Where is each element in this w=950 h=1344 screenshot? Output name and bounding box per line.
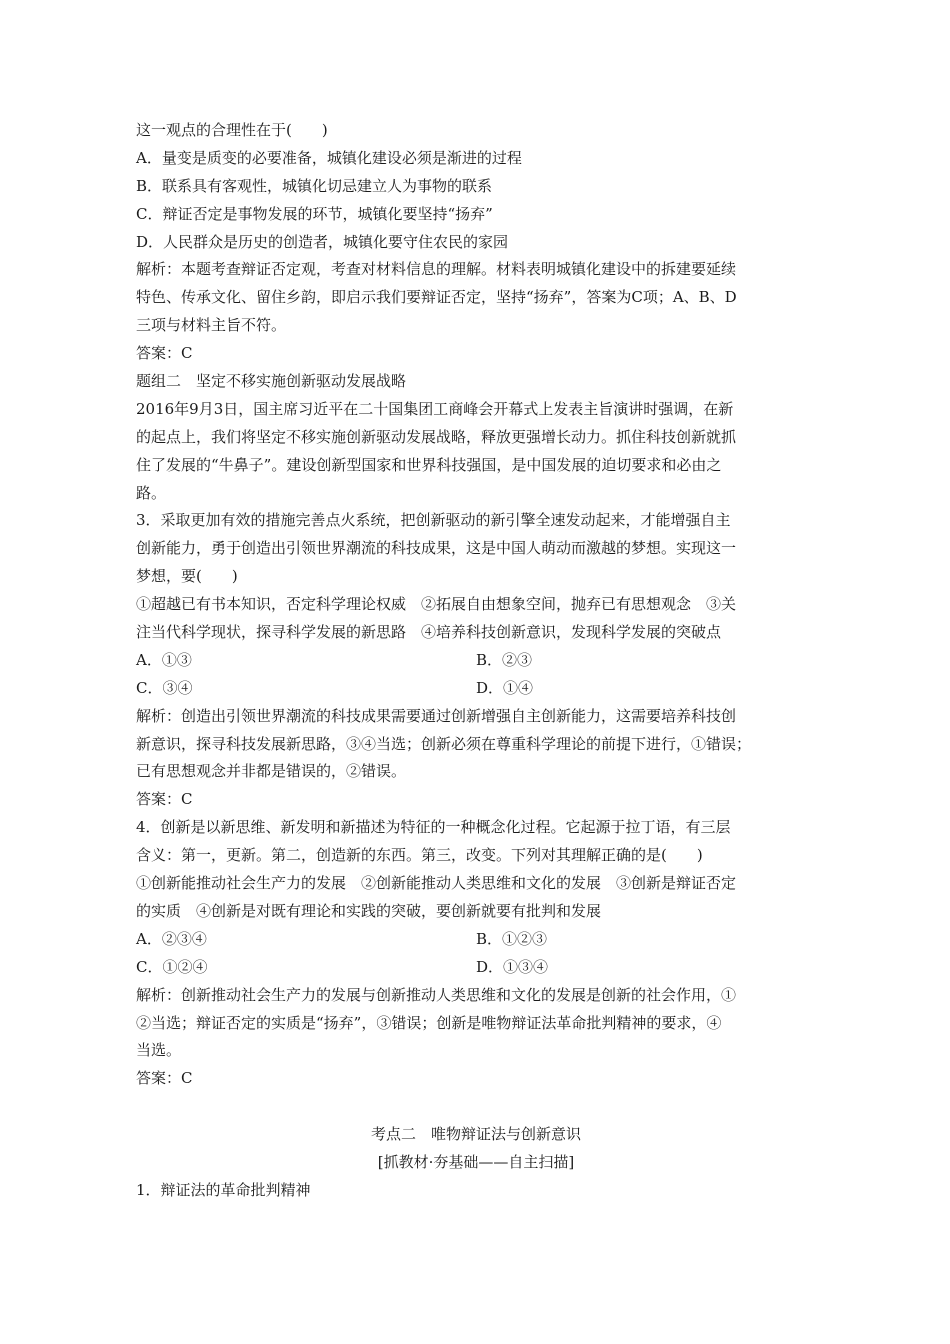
- q3-option-d: D．①④: [476, 678, 534, 697]
- intro-line: 住了发展的“牛鼻子”。建设创新型国家和世界科技强国，是中国发展的迫切要求和必由之: [136, 455, 722, 474]
- q4-answer: 答案：C: [136, 1069, 193, 1088]
- q3-option-c: C．③④: [136, 678, 193, 697]
- section-subtitle: [抓教材·夯基础——自主扫描]: [377, 1152, 575, 1171]
- q4-option-b: B．①②③: [476, 929, 548, 948]
- option-d: D．人民群众是历史的创造者，城镇化要守住农民的家园: [136, 232, 509, 251]
- q3-option-a: A．①③: [136, 650, 192, 669]
- answer: 答案：C: [136, 344, 193, 363]
- q4-stem-line: 4．创新是以新思维、新发明和新描述为特征的一种概念化过程。它起源于拉丁语，有三层: [136, 818, 731, 837]
- q4-options-row: [136, 926, 816, 954]
- q3-stem-line: 3．采取更加有效的措施完善点火系统，把创新驱动的新引擎全速发动起来，才能增强自主: [136, 511, 731, 530]
- q4-option-a: A．②③④: [136, 929, 207, 948]
- analysis-line: 特色、传承文化、留住乡韵，即启示我们要辩证否定，坚持“扬弃”，答案为C项；A、B、D: [136, 288, 737, 307]
- q4-option-c: C．①②④: [136, 957, 208, 976]
- q3-options-row: [136, 675, 816, 703]
- spacer: [136, 1093, 816, 1121]
- document-body: [136, 117, 816, 1205]
- q3-stem-line: 梦想，要( ): [136, 567, 238, 586]
- intro-line: 2016年9月3日，国主席习近平在二十国集团工商峰会开幕式上发表主旨演讲时强调，在新: [136, 399, 734, 418]
- analysis-line: 三项与材料主旨不符。: [136, 316, 287, 335]
- q4-items-line: ①创新能推动社会生产力的发展 ②创新能推动人类思维和文化的发展 ③创新是辩证否定: [136, 874, 737, 893]
- q3-stem-line: 创新能力，勇于创造出引领世界潮流的科技成果，这是中国人萌动而激越的梦想。实现这一: [136, 539, 737, 558]
- q4-analysis-line: ②当选；辩证否定的实质是“扬弃”，③错误；创新是唯物辩证法革命批判精神的要求，④: [136, 1013, 722, 1032]
- option-c: C．辩证否定是事物发展的环节，城镇化要坚持“扬弃”: [136, 204, 493, 223]
- question-stem: 这一观点的合理性在于( ): [136, 121, 328, 139]
- q3-items-line: ①超越已有书本知识，否定科学理论权威 ②拓展自由想象空间，抛弃已有思想观念 ③关: [136, 595, 737, 614]
- q3-option-b: B．②③: [476, 650, 533, 669]
- intro-line: 路。: [136, 483, 167, 502]
- intro-line: 的起点上，我们将坚定不移实施创新驱动发展战略，释放更强增长动力。抓住科技创新就抓: [136, 427, 737, 446]
- q3-analysis-line: 已有思想观念并非都是错误的，②错误。: [136, 762, 407, 781]
- q4-analysis-line: 解析：创新推动社会生产力的发展与创新推动人类思维和文化的发展是创新的社会作用，①: [136, 985, 737, 1004]
- q3-analysis-line: 新意识，探寻科技发展新思路，③④当选；创新必须在尊重科学理论的前提下进行，①错误；: [136, 734, 752, 753]
- q3-options-row: [136, 647, 816, 675]
- q3-items-line: 注当代科学现状，探寻科学发展的新思路 ④培养科技创新意识，发现科学发展的突破点: [136, 623, 722, 642]
- q3-answer: 答案：C: [136, 790, 193, 809]
- q4-analysis-line: 当选。: [136, 1041, 182, 1060]
- group-title: 题组二 坚定不移实施创新驱动发展战略: [136, 372, 407, 391]
- q4-option-d: D．①③④: [476, 957, 549, 976]
- option-b: B．联系具有客观性，城镇化切忌建立人为事物的联系: [136, 176, 493, 195]
- q4-items-line: 的实质 ④创新是对既有理论和实践的突破，要创新就要有批判和发展: [136, 901, 602, 920]
- q3-analysis-line: 解析：创造出引领世界潮流的科技成果需要通过创新增强自主创新能力，这需要培养科技创: [136, 706, 737, 725]
- section-item: 1．辩证法的革命批判精神: [136, 1180, 311, 1199]
- analysis-line: 解析：本题考查辩证否定观，考查对材料信息的理解。材料表明城镇化建设中的拆建要延续: [136, 260, 737, 279]
- q4-options-row: [136, 954, 816, 982]
- section-title: 考点二 唯物辩证法与创新意识: [370, 1125, 581, 1144]
- q4-stem-line: 含义：第一，更新。第二，创造新的东西。第三，改变。下列对其理解正确的是( ): [136, 846, 703, 865]
- option-a: A．量变是质变的必要准备，城镇化建设必须是渐进的过程: [136, 148, 522, 167]
